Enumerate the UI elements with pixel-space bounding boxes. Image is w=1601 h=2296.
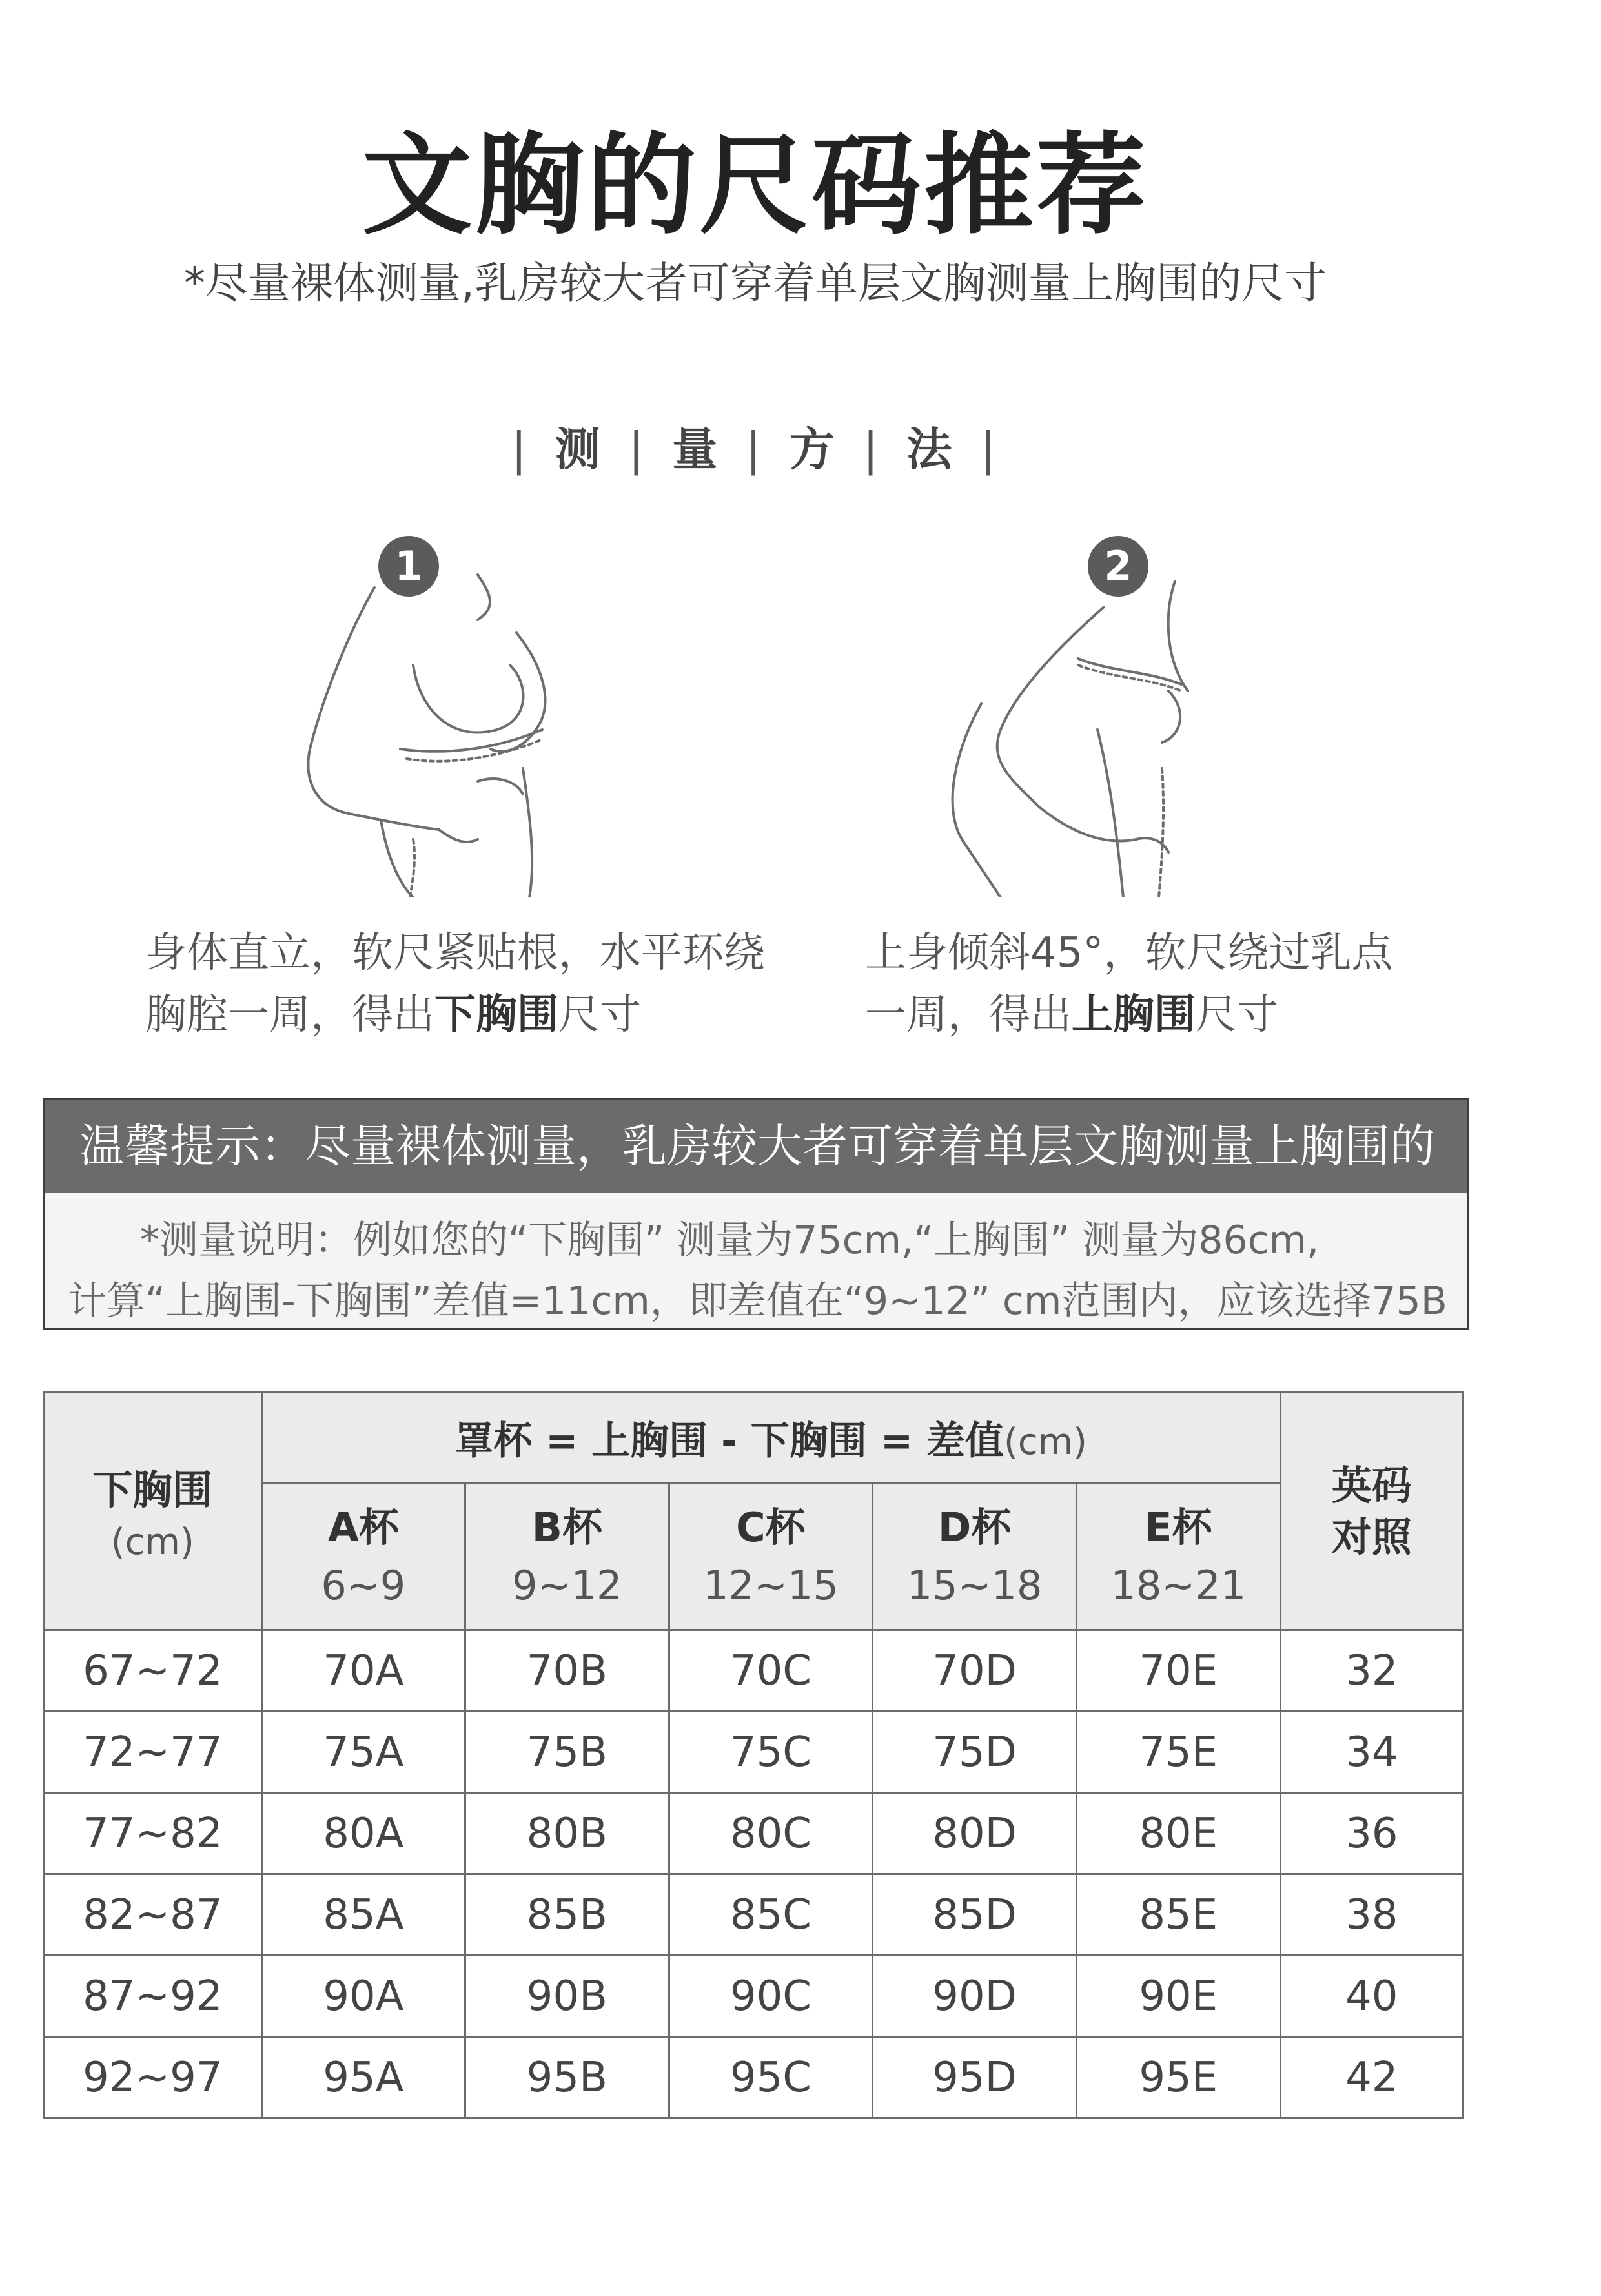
cup-name: C杯: [736, 1503, 806, 1551]
tip-body: [45, 1193, 1467, 1328]
header-cup-c: [669, 1483, 873, 1630]
divider: |: [746, 423, 765, 476]
figure-line-art: [284, 536, 620, 897]
header-uk-line-1: 英码: [1331, 1461, 1412, 1509]
cell-uk: 40: [1280, 1956, 1463, 2037]
cup-range: 9~12: [512, 1561, 622, 1609]
step-badge-2: 2: [1088, 536, 1148, 597]
header-underbust-unit: (cm): [110, 1521, 194, 1563]
cell-size: 75C: [669, 1712, 873, 1793]
text: 尺寸: [1196, 991, 1278, 1039]
cell-band: 82~87: [44, 1874, 262, 1956]
heading-char: 量: [672, 423, 722, 476]
cell-band: 92~97: [44, 2037, 262, 2118]
header-cup-formula: [261, 1393, 1280, 1483]
cell-band: 87~92: [44, 1956, 262, 2037]
cell-size: 85C: [669, 1874, 873, 1956]
cell-size: 90D: [873, 1956, 1077, 2037]
cell-size: 75D: [873, 1712, 1077, 1793]
cell-uk: 36: [1280, 1793, 1463, 1874]
cell-size: 70C: [669, 1630, 873, 1712]
step-2-line-2: [865, 984, 1392, 1046]
cell-size: 95B: [465, 2037, 669, 2118]
cup-range: 15~18: [906, 1561, 1043, 1609]
cell-size: 75A: [261, 1712, 465, 1793]
tip-line-1: *测量说明：例如您的“下胸围” 测量为75cm,“上胸围” 测量为86cm,: [140, 1218, 1320, 1263]
cell-uk: 38: [1280, 1874, 1463, 1956]
cell-size: 80E: [1076, 1793, 1280, 1874]
divider: |: [628, 423, 648, 476]
tip-line-2: 计算“上胸围-下胸围”差值=11cm，即差值在“9~12” cm范围内，应该选择75B: [68, 1278, 1447, 1324]
cell-size: 85D: [873, 1874, 1077, 1956]
text: 尺寸: [558, 991, 641, 1039]
cell-size: 90A: [261, 1956, 465, 2037]
cell-size: 90E: [1076, 1956, 1280, 2037]
text: 一周，得出: [865, 991, 1072, 1039]
page-title: 文胸的尺码推荐: [362, 122, 1148, 250]
cell-size: 80C: [669, 1793, 873, 1874]
step-1-description: [145, 922, 765, 1046]
cup-range: 12~15: [703, 1561, 839, 1609]
cell-size: 80B: [465, 1793, 669, 1874]
formula-text: 罩杯 = 上胸围 - 下胸围 = 差值: [454, 1418, 1004, 1464]
cell-size: 75B: [465, 1712, 669, 1793]
cell-size: 95D: [873, 2037, 1077, 2118]
highlight-underbust: 下胸围: [434, 991, 558, 1039]
highlight-overbust: 上胸围: [1072, 991, 1196, 1039]
cell-size: 70B: [465, 1630, 669, 1712]
formula-unit: (cm): [1003, 1420, 1088, 1463]
header-uk-line-2: 对照: [1331, 1513, 1412, 1561]
cup-range: 6~9: [321, 1561, 406, 1609]
figure-line-art: [904, 536, 1239, 897]
illustration-overbust-measure: [904, 536, 1239, 897]
table-row: [44, 1956, 1463, 2037]
cell-size: 85A: [261, 1874, 465, 1956]
step-1-line-1: 身体直立，软尺紧贴根，水平环绕: [145, 929, 765, 977]
step-1-line-2: [145, 984, 765, 1046]
cell-band: 77~82: [44, 1793, 262, 1874]
cell-size: 90B: [465, 1956, 669, 2037]
table-row: [44, 2037, 1463, 2118]
step-2-line-1: 上身倾斜45°，软尺绕过乳点: [865, 929, 1393, 977]
tip-box: [43, 1098, 1469, 1330]
cell-size: 95A: [261, 2037, 465, 2118]
cell-band: 67~72: [44, 1630, 262, 1712]
table-row: [44, 1793, 1463, 1874]
table-row: [44, 1874, 1463, 1956]
cell-size: 85B: [465, 1874, 669, 1956]
header-cup-b: [465, 1483, 669, 1630]
cell-size: 80D: [873, 1793, 1077, 1874]
cell-size: 70E: [1076, 1630, 1280, 1712]
cell-band: 72~77: [44, 1712, 262, 1793]
heading-char: 测: [555, 423, 604, 476]
cell-size: 95E: [1076, 2037, 1280, 2118]
cup-name: A杯: [327, 1503, 399, 1551]
cell-size: 85E: [1076, 1874, 1280, 1956]
header-underbust: [44, 1393, 262, 1630]
header-underbust-label: 下胸围: [92, 1466, 213, 1513]
cell-size: 80A: [261, 1793, 465, 1874]
table-row: [44, 1630, 1463, 1712]
cup-name: E杯: [1145, 1503, 1212, 1551]
illustration-underbust-measure: [284, 536, 620, 897]
cell-size: 70D: [873, 1630, 1077, 1712]
header-cup-a: [261, 1483, 465, 1630]
step-2-description: [865, 922, 1392, 1046]
header-uk-size: [1280, 1393, 1463, 1630]
cell-uk: 32: [1280, 1630, 1463, 1712]
cup-name: B杯: [531, 1503, 602, 1551]
cell-size: 90C: [669, 1956, 873, 2037]
cell-uk: 34: [1280, 1712, 1463, 1793]
cell-uk: 42: [1280, 2037, 1463, 2118]
heading-char: 方: [789, 423, 839, 476]
cup-range: 18~21: [1110, 1561, 1247, 1609]
page-subtitle: *尽量裸体测量,乳房较大者可穿着单层文胸测量上胸围的尺寸: [184, 258, 1327, 308]
divider: |: [980, 423, 999, 476]
header-cup-e: [1076, 1483, 1280, 1630]
text: 胸腔一周，得出: [145, 991, 434, 1039]
cup-name: D杯: [937, 1503, 1012, 1551]
cell-size: 95C: [669, 2037, 873, 2118]
size-table: [43, 1391, 1464, 2119]
step-badge-1: 1: [378, 536, 439, 597]
divider: |: [862, 423, 882, 476]
header-cup-d: [873, 1483, 1077, 1630]
tip-header: 温馨提示：尽量裸体测量，乳房较大者可穿着单层文胸测量上胸围的: [45, 1100, 1467, 1193]
cell-size: 75E: [1076, 1712, 1280, 1793]
cell-size: 70A: [261, 1630, 465, 1712]
table-row: [44, 1712, 1463, 1793]
section-heading-measure-method: [0, 413, 1511, 478]
divider: |: [511, 423, 531, 476]
heading-char: 法: [906, 423, 956, 476]
